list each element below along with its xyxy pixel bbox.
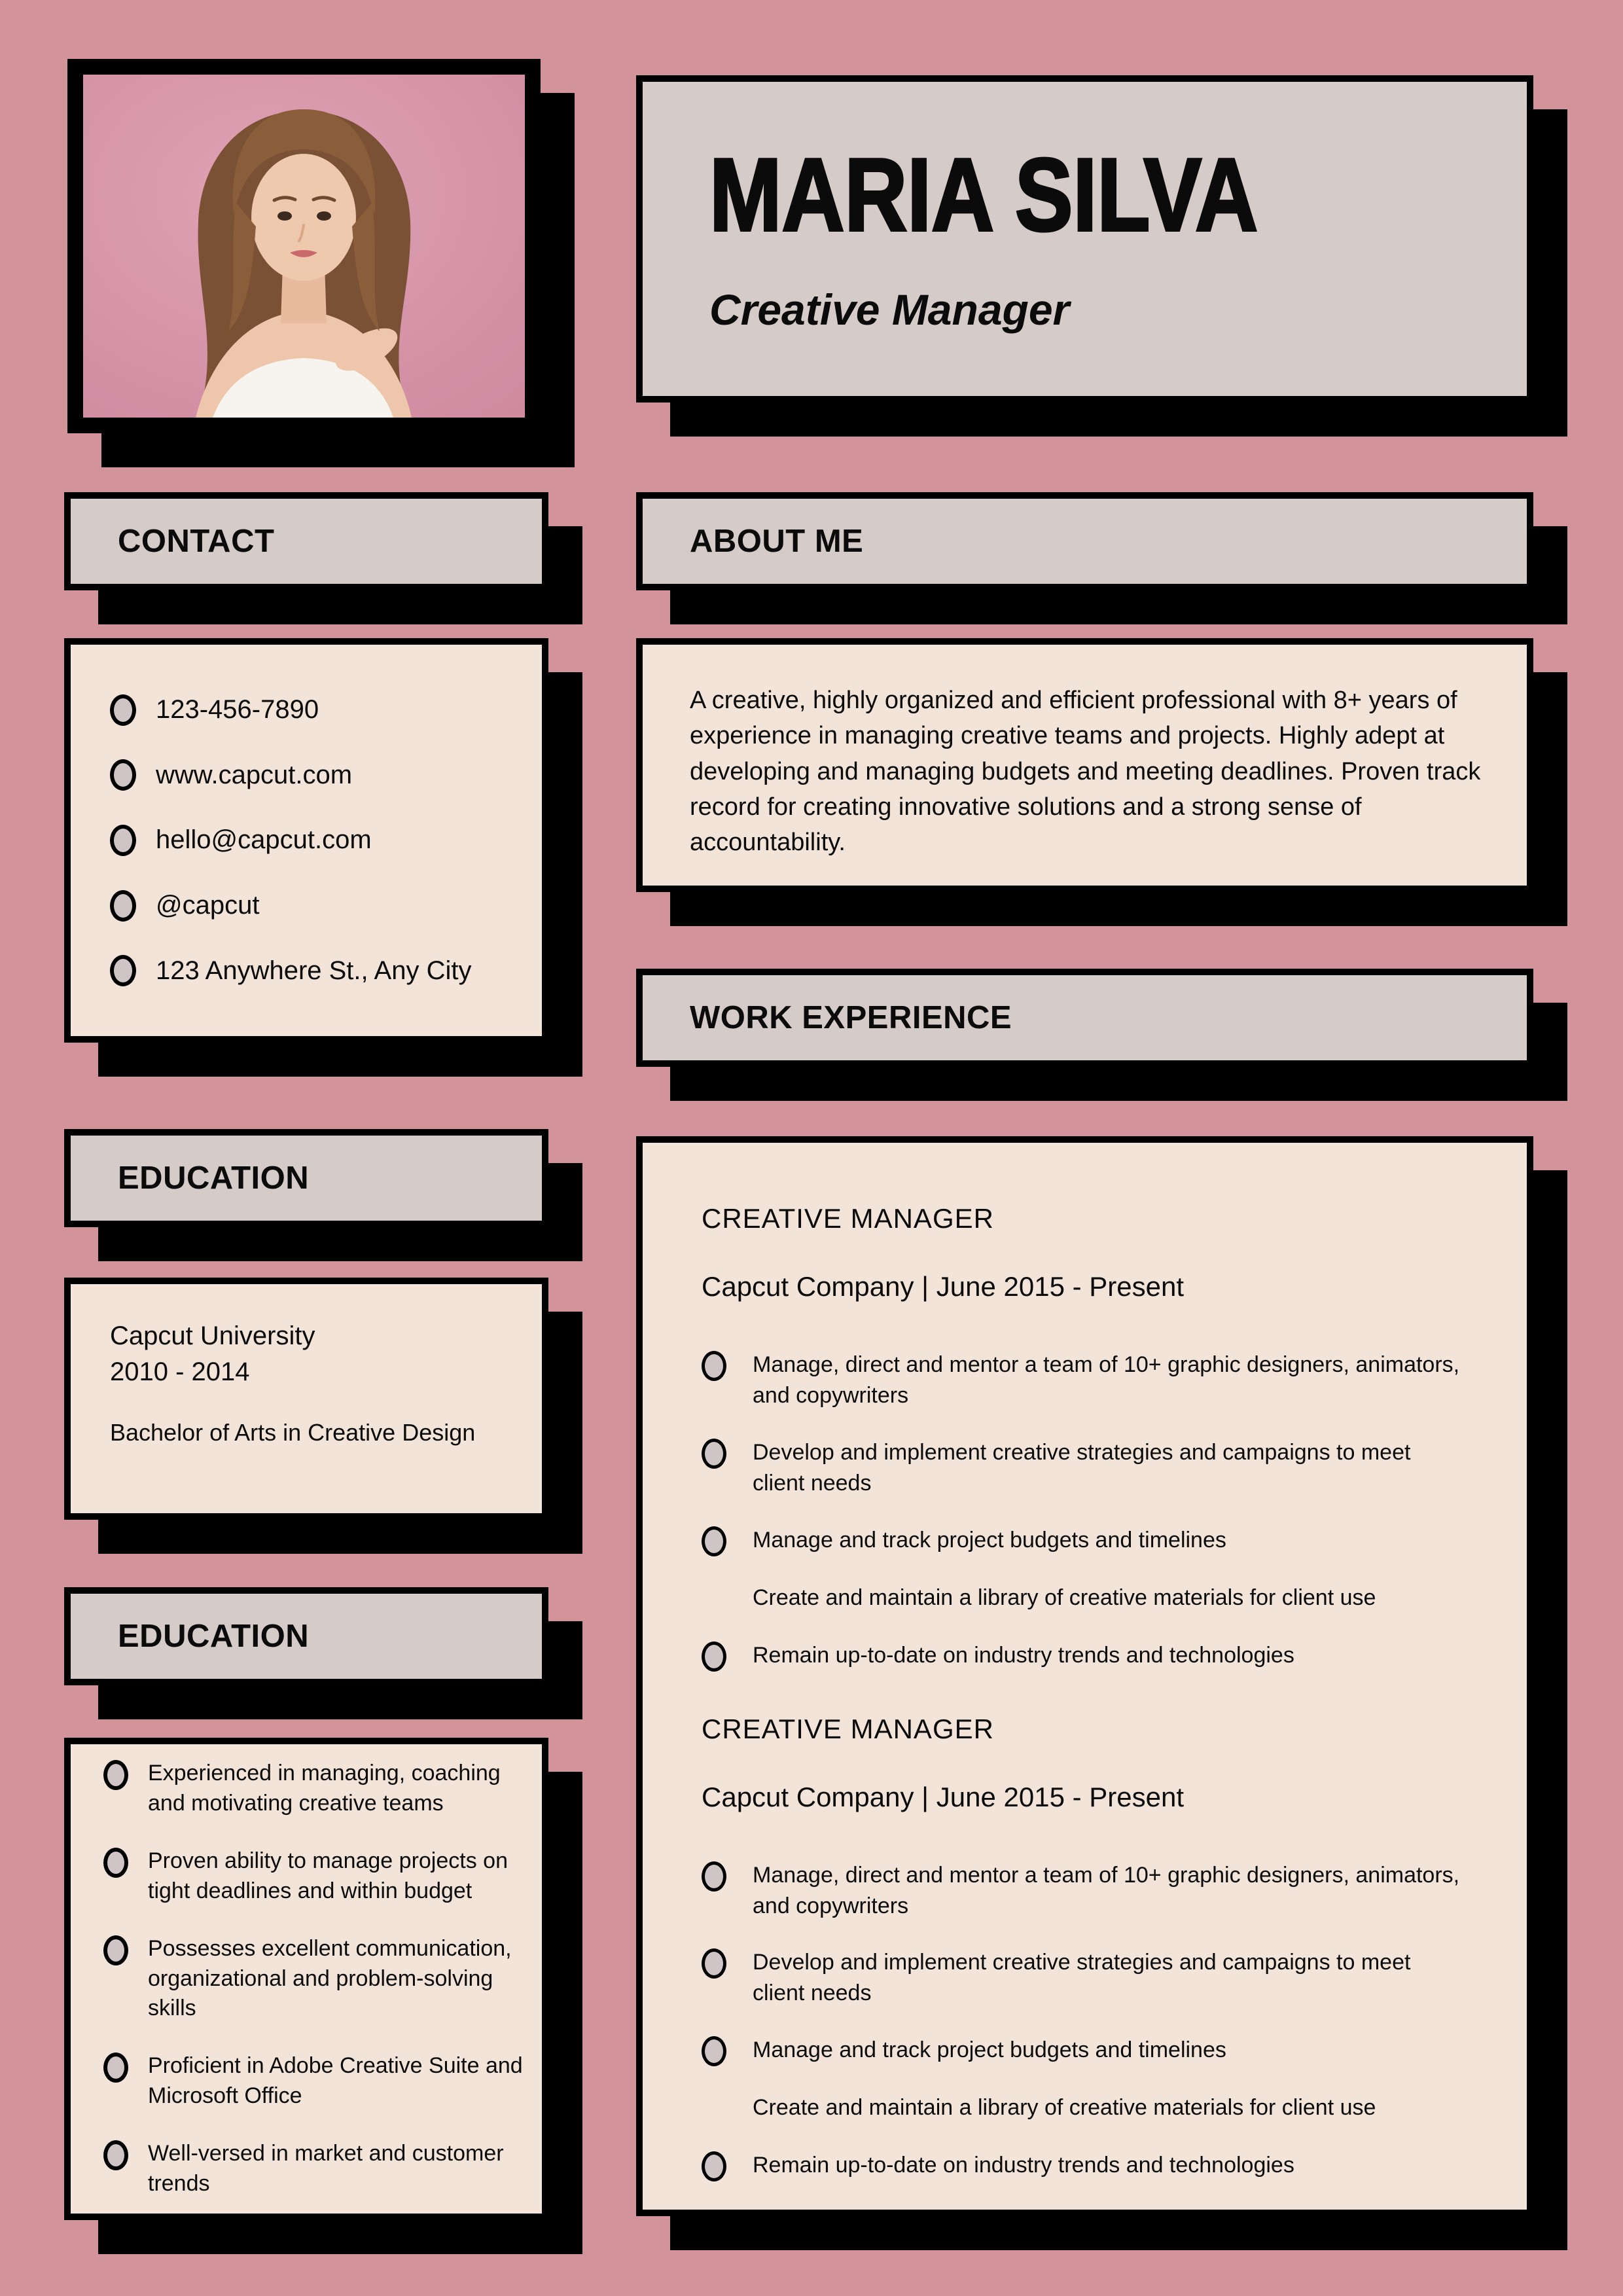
skill-text: Possesses excellent communication, organizational and problem-solving skills — [148, 1935, 512, 2021]
contact-panel — [64, 638, 548, 1043]
job-title-subtitle: Creative Manager — [709, 285, 1070, 334]
skill-item — [103, 1934, 524, 2024]
portrait-illustration — [83, 75, 525, 418]
job-bullet — [702, 1350, 1461, 1411]
circle-bullet-icon — [702, 2036, 726, 2066]
job-bullet-text: Manage, direct and mentor a team of 10+ graphic designers, animators, and copywriters — [753, 1352, 1460, 1408]
job-bullet-text: Remain up-to-date on industry trends and technologies — [753, 2153, 1294, 2178]
job-entry — [702, 1713, 1507, 2182]
job-bullet — [702, 2150, 1461, 2181]
phone-number: 123-456-7890 — [156, 695, 319, 725]
skills-section-header — [64, 1587, 548, 1685]
skill-text: Proven ability to manage projects on tight deadlines and within budget — [148, 1848, 508, 1903]
skill-text: Experienced in managing, coaching and motivating creative teams — [148, 1761, 501, 1816]
social-handle: @capcut — [156, 891, 260, 920]
skill-item — [103, 1846, 524, 1907]
job-bullet-text: Develop and implement creative strategies and campaigns to meet client needs — [753, 1950, 1411, 2006]
degree: Bachelor of Arts in Creative Design — [110, 1419, 476, 1446]
skill-item — [103, 2139, 524, 2199]
job-bullet-text: Remain up-to-date on industry trends and technologies — [753, 1642, 1294, 1668]
job-bullet-text: Create and maintain a library of creative materials for client use — [753, 2095, 1376, 2121]
circle-bullet-icon — [103, 2140, 128, 2170]
about-paragraph: A creative, highly organized and efficient professional with 8+ years of experience in managing creative teams and projects. Highly adept at developing and managing budgets and meeting deadlines. Proven track record for creating innovative solutions and a strong sense of accountability. — [690, 687, 1481, 857]
circle-bullet-icon — [103, 1848, 128, 1878]
circle-bullet-icon — [110, 955, 136, 986]
circle-bullet-icon — [702, 1861, 726, 1892]
skill-text: Proficient in Adobe Creative Suite and Microsoft Office — [148, 2053, 523, 2109]
circle-bullet-icon — [702, 2151, 726, 2181]
school-years: 2010 - 2014 — [110, 1357, 250, 1387]
about-heading: ABOUT ME — [690, 524, 864, 559]
about-panel — [636, 638, 1533, 892]
circle-bullet-icon — [702, 1439, 726, 1469]
job-company-dates: Capcut Company | June 2015 - Present — [702, 1271, 1184, 1302]
contact-item-address — [110, 955, 522, 986]
education-panel — [64, 1278, 548, 1520]
contact-item-social — [110, 890, 522, 922]
work-panel — [636, 1136, 1533, 2216]
circle-bullet-icon — [110, 890, 136, 922]
work-heading: WORK EXPERIENCE — [690, 1000, 1012, 1035]
education-section-header — [64, 1129, 548, 1227]
job-bullet — [702, 2035, 1461, 2066]
job-bullet-no-marker — [702, 2092, 1461, 2124]
job-bullet — [702, 1525, 1461, 1556]
circle-bullet-icon — [702, 1351, 726, 1381]
circle-bullet-icon — [702, 1526, 726, 1556]
circle-bullet-icon — [103, 2053, 128, 2083]
circle-bullet-icon — [103, 1935, 128, 1965]
job-bullet-no-marker — [702, 1583, 1461, 1614]
circle-bullet-icon — [103, 1760, 128, 1790]
job-bullet-text: Develop and implement creative strategies and campaigns to meet client needs — [753, 1439, 1411, 1496]
contact-item-website — [110, 759, 522, 791]
job-company-dates: Capcut Company | June 2015 - Present — [702, 1781, 1184, 1812]
job-bullet-text: Manage and track project budgets and timelines — [753, 1527, 1226, 1552]
profile-photo — [67, 59, 541, 433]
education-heading: EDUCATION — [118, 1160, 310, 1196]
job-bullet-text: Manage, direct and mentor a team of 10+ graphic designers, animators, and copywriters — [753, 1862, 1460, 1918]
about-section-header — [636, 492, 1533, 590]
job-title: CREATIVE MANAGER — [702, 1713, 994, 1744]
job-title: CREATIVE MANAGER — [702, 1203, 994, 1234]
circle-bullet-icon — [110, 825, 136, 856]
skill-text: Well-versed in market and customer trends — [148, 2141, 504, 2197]
job-bullet-list — [702, 1350, 1507, 1672]
contact-heading: CONTACT — [118, 524, 275, 559]
job-bullet — [702, 1640, 1461, 1672]
person-name: MARIA SILVA — [709, 137, 1258, 253]
website: www.capcut.com — [156, 760, 353, 789]
circle-bullet-icon — [702, 1641, 726, 1672]
education-entry — [110, 1318, 516, 1390]
job-entry — [702, 1203, 1507, 1672]
work-section-header — [636, 969, 1533, 1067]
contact-item-email — [110, 825, 522, 856]
job-bullet-list — [702, 1860, 1507, 2182]
job-bullet — [702, 1860, 1461, 1922]
address: 123 Anywhere St., Any City — [156, 956, 472, 985]
job-bullet — [702, 1437, 1461, 1499]
job-bullet-text: Manage and track project budgets and timelines — [753, 2037, 1226, 2063]
circle-bullet-icon — [110, 759, 136, 791]
job-bullet-text: Create and maintain a library of creative materials for client use — [753, 1585, 1376, 1610]
circle-bullet-icon — [702, 1948, 726, 1979]
circle-bullet-icon — [110, 694, 136, 726]
contact-section-header — [64, 492, 548, 590]
email: hello@capcut.com — [156, 825, 372, 855]
skill-item — [103, 1759, 524, 1819]
job-bullet — [702, 1947, 1461, 2009]
skills-panel — [64, 1738, 548, 2220]
contact-item-phone — [110, 694, 522, 726]
name-header-box — [636, 75, 1533, 403]
skills-heading: EDUCATION — [118, 1619, 310, 1654]
school-name: Capcut University — [110, 1321, 315, 1350]
skill-item — [103, 2051, 524, 2111]
